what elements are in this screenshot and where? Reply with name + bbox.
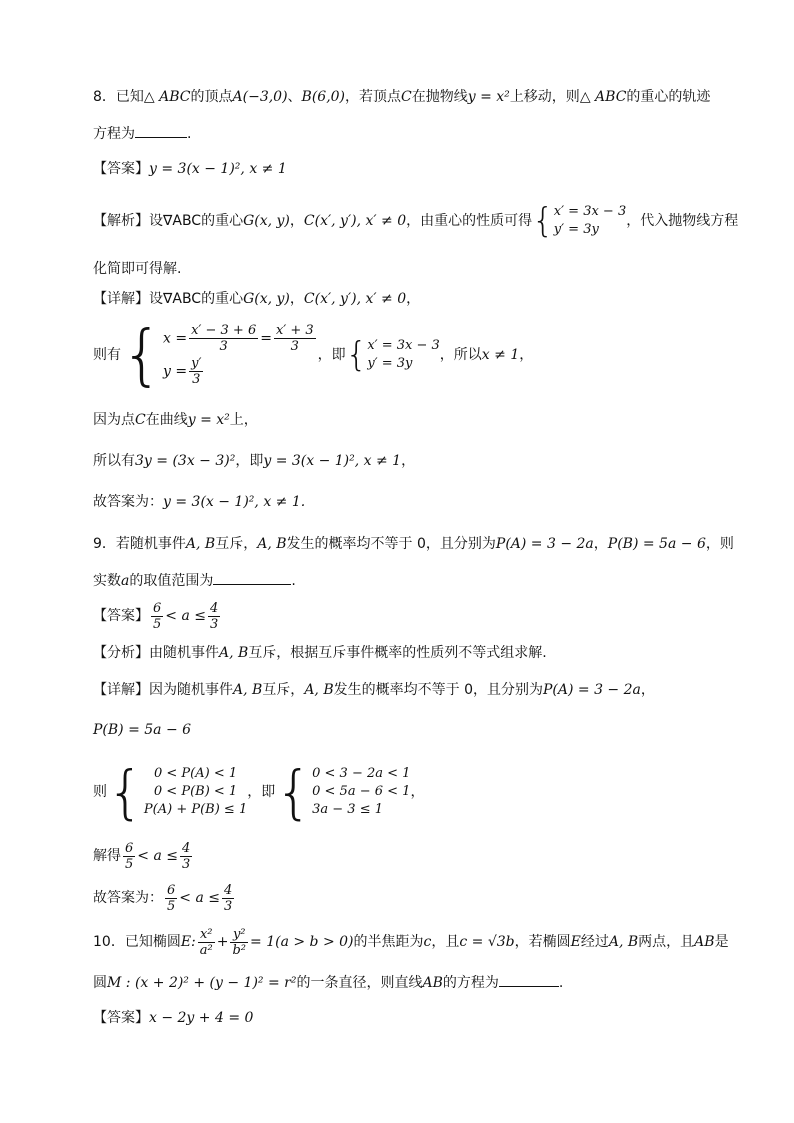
brace: { [121, 316, 163, 393]
numerator: y² [230, 927, 248, 943]
text: 设∇ABC的重心 [149, 213, 244, 229]
text: ，即 [317, 347, 346, 363]
fraction [198, 927, 215, 958]
text: 上， [229, 412, 258, 428]
equation-system [554, 203, 626, 239]
inequality: 0 < 5a − 6 < 1 [312, 784, 411, 799]
text: ，代入抛物线方程 [626, 213, 739, 229]
text: 则有 [93, 347, 121, 363]
q9-stem [93, 534, 734, 554]
text: ，所以 [439, 347, 482, 363]
text: . [187, 126, 192, 142]
q10-number: 10．已知椭圆 [93, 934, 181, 950]
numerator: 6 [125, 840, 134, 856]
brace: { [107, 758, 144, 826]
text: 是 [714, 934, 729, 950]
q8-detail-system [93, 318, 533, 392]
q9-systems [93, 760, 424, 824]
q8-answer [93, 159, 287, 179]
math: A(−3,0) [232, 89, 288, 105]
text: . [291, 573, 296, 589]
numerator: 6 [153, 600, 162, 616]
q9-stem-2 [93, 570, 296, 591]
q9-analysis [93, 643, 547, 663]
text: ， [401, 453, 416, 469]
q8-therefore [93, 451, 415, 471]
math: M : (x + 2)² + (y − 1)² = r² [107, 975, 297, 991]
fraction [165, 883, 177, 914]
text: ， [519, 347, 534, 363]
math: △ ABC [143, 89, 191, 105]
text: 互斥，根据互斥事件概率的性质列不等式组求解. [248, 645, 547, 661]
text: ， [593, 536, 608, 552]
inequality: 0 < 3 − 2a < 1 [312, 766, 411, 781]
denominator: a² [199, 942, 213, 958]
equation: y′ = 3y [553, 222, 599, 237]
text: 化简即可得解. [93, 261, 182, 277]
text: ，若椭圆 [514, 934, 571, 950]
equation [163, 356, 318, 387]
text: 发生的概率均不等于 0，且分别为 [333, 682, 543, 698]
analysis-tag: 【分析】 [93, 645, 149, 661]
text: ， [410, 784, 425, 800]
answer-tag: 【答案】 [93, 161, 149, 177]
fraction [208, 601, 220, 632]
q10-stem [93, 924, 729, 960]
math: c = √3b [459, 934, 515, 950]
math: G(x, y) [243, 291, 290, 307]
text: 两点，且 [638, 934, 695, 950]
q9-number: 9．若随机事件 [93, 536, 186, 552]
equation [163, 323, 318, 354]
numerator: 4 [210, 600, 219, 616]
answer-blank [135, 123, 187, 138]
text: 实数 [93, 573, 121, 589]
answer-blank [499, 972, 559, 987]
denominator: 3 [182, 856, 191, 872]
numerator: x′ + 3 [275, 323, 314, 338]
math: y = [163, 363, 188, 380]
text: ，即 [235, 453, 264, 469]
fraction [274, 323, 316, 354]
inequality-system [312, 765, 410, 819]
math: A, B [304, 682, 334, 698]
text: 所以有 [93, 453, 135, 469]
equation: x′ = 3x − 3 [553, 204, 627, 219]
text: ， [640, 682, 655, 698]
text: 的重心的轨迹 [626, 89, 711, 105]
text: 在曲线 [145, 412, 188, 428]
fraction [222, 883, 234, 914]
inequality: 0 < P(A) < 1 [153, 766, 238, 781]
text: 因为点 [93, 412, 135, 428]
q8-stem [93, 87, 710, 107]
math: x − 2y + 4 = 0 [149, 1010, 254, 1026]
math: P(B) = 5a − 6 [93, 722, 192, 738]
fraction [230, 927, 248, 958]
text: 的取值范围为 [129, 573, 214, 589]
inequality: P(A) + P(B) ≤ 1 [143, 802, 248, 817]
math: y = x² [187, 412, 230, 428]
math: C [401, 89, 412, 105]
detail-tag: 【详解】 [93, 291, 149, 307]
text: 的半焦距为 [353, 934, 424, 950]
text: 故答案为： [93, 890, 163, 906]
math: P(A) = 3 − 2a [495, 536, 594, 552]
text: 则 [93, 784, 107, 800]
text: 在抛物线 [411, 89, 468, 105]
math: AB [694, 934, 715, 950]
fraction [189, 356, 203, 387]
math: < a ≤ [137, 848, 178, 864]
equation: y′ = 3y [367, 356, 413, 371]
brace: { [275, 758, 313, 826]
q8-analysis [93, 203, 738, 239]
math: = [260, 330, 272, 347]
denominator: 3 [210, 616, 219, 632]
denominator: 5 [125, 856, 134, 872]
math: x = [163, 330, 188, 347]
text: ，即 [247, 784, 276, 800]
text: 解得 [93, 848, 121, 864]
text: ，且 [431, 934, 460, 950]
text: 经过 [580, 934, 609, 950]
math: < a ≤ [165, 608, 206, 624]
text: 的方程为 [442, 975, 499, 991]
math: + [216, 934, 229, 950]
math: C(x′, y′), x′ ≠ 0 [303, 291, 407, 307]
q8-stem-2 [93, 123, 191, 144]
math: x ≠ 1 [481, 347, 520, 363]
equation-system [367, 337, 439, 373]
math: △ ABC [579, 89, 627, 105]
denominator: 5 [153, 616, 162, 632]
text: 的一条直径，则直线 [296, 975, 423, 991]
text: 设∇ABC的重心 [149, 291, 244, 307]
fraction [180, 841, 192, 872]
text: 、 [287, 89, 302, 105]
answer-tag: 【答案】 [93, 608, 149, 624]
fraction [189, 323, 258, 354]
math: y = 3(x − 1)², x ≠ 1 [263, 453, 402, 469]
answer-tag: 【答案】 [93, 1010, 149, 1026]
text: 上移动，则 [509, 89, 580, 105]
numerator: y′ [191, 356, 202, 371]
denominator: 3 [290, 339, 299, 354]
text: 圆 [93, 975, 107, 991]
math: A, B [608, 934, 639, 950]
text: 由随机事件 [149, 645, 219, 661]
q10-answer [93, 1008, 253, 1028]
math: A, B [257, 536, 287, 552]
denominator: 3 [224, 898, 233, 914]
q9-solve [93, 838, 194, 874]
numerator: 4 [224, 882, 233, 898]
math: 3y = (3x − 3)² [135, 453, 236, 469]
detail-tag: 【详解】 [93, 682, 149, 698]
text: ， [289, 291, 304, 307]
text: 故答案为： [93, 494, 163, 510]
text: 发生的概率均不等于 0，且分别为 [286, 536, 496, 552]
numerator: 6 [167, 882, 176, 898]
brace: { [345, 335, 368, 375]
text: ，则 [705, 536, 734, 552]
math: G(x, y) [243, 213, 290, 229]
q9-final [93, 880, 236, 916]
q9-pb [93, 720, 191, 740]
math: B(6,0) [301, 89, 346, 105]
inequality: 0 < P(B) < 1 [153, 784, 238, 799]
q8-number: 8．已知 [93, 89, 144, 105]
text: 方程为 [93, 126, 135, 142]
equation-system [163, 323, 318, 387]
q9-detail [93, 680, 655, 700]
math: y = 3(x − 1)², x ≠ 1. [163, 494, 306, 510]
denominator: 3 [192, 372, 201, 387]
q8-final [93, 492, 305, 512]
text: . [558, 975, 564, 991]
math: A, B [185, 536, 216, 552]
fraction [151, 601, 163, 632]
q8-because [93, 410, 258, 430]
text: ， [289, 213, 304, 229]
denominator: b² [232, 942, 247, 958]
inequality-system [144, 765, 247, 819]
inequality: 3a − 3 ≤ 1 [312, 802, 384, 817]
numerator: 4 [182, 840, 191, 856]
text: ，由重心的性质可得 [406, 213, 533, 229]
text: 互斥， [215, 536, 258, 552]
equation: x′ = 3x − 3 [367, 338, 440, 353]
numerator: x′ − 3 + 6 [191, 323, 257, 338]
denominator: 3 [219, 339, 228, 354]
math: y = x² [467, 89, 510, 105]
text: ，若顶点 [345, 89, 402, 105]
text: 互斥， [262, 682, 305, 698]
math: A, B [233, 682, 263, 698]
q8-analysis-2 [93, 259, 181, 279]
q10-stem-2 [93, 972, 563, 993]
brace: { [532, 201, 554, 241]
math: C(x′, y′), x′ ≠ 0 [303, 213, 407, 229]
math: a [121, 573, 130, 589]
numerator: x² [198, 927, 215, 943]
answer-blank [213, 570, 291, 585]
q9-answer [93, 598, 222, 634]
analysis-tag: 【解析】 [93, 213, 149, 229]
math: P(B) = 5a − 6 [607, 536, 706, 552]
math: c [423, 934, 432, 950]
text: 的顶点 [190, 89, 233, 105]
text: ， [406, 291, 421, 307]
math: < a ≤ [179, 890, 220, 906]
text: 因为随机事件 [149, 682, 233, 698]
math: A, B [219, 645, 249, 661]
math: E: [180, 934, 196, 950]
math: AB [422, 975, 443, 991]
denominator: 5 [167, 898, 176, 914]
math: C [135, 412, 146, 428]
math: E [570, 934, 581, 950]
math: y = 3(x − 1)², x ≠ 1 [149, 161, 287, 177]
q8-detail [93, 289, 420, 309]
math: P(A) = 3 − 2a [542, 682, 641, 698]
fraction [123, 841, 135, 872]
math: = 1(a > b > 0) [250, 934, 354, 950]
